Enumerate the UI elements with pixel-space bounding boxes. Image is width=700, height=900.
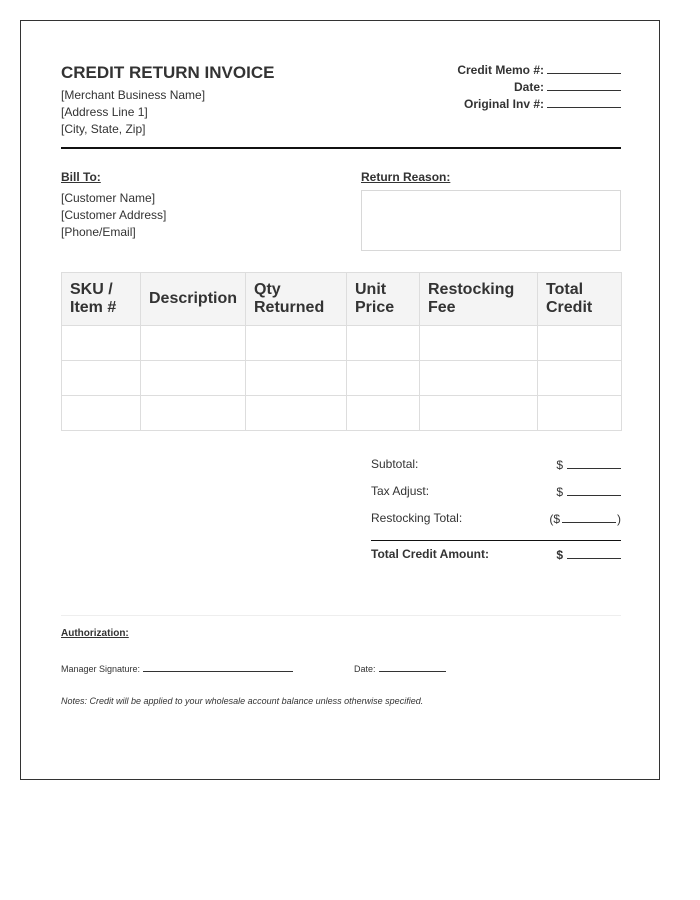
original-inv-label: Original Inv #: [463,97,544,111]
invoice-meta [457,62,621,113]
customer-address: [Customer Address] [61,208,167,222]
return-reason-section [361,170,621,251]
col-header-unit-price: Unit Price [347,273,420,326]
table-header-row [62,273,622,326]
table-cell[interactable] [246,361,347,396]
table-cell[interactable] [420,396,538,431]
col-header-total-credit: Total Credit [538,273,622,326]
table-cell[interactable] [420,326,538,361]
merchant-city: [City, State, Zip] [61,122,146,136]
merchant-name: [Merchant Business Name] [61,88,206,102]
tax-adjust-label: Tax Adjust: [371,484,430,498]
header-divider [61,147,621,149]
signature-label: Manager Signature: [61,664,141,674]
restocking-total-row [371,511,621,538]
currency-symbol: $ [556,548,563,562]
currency-symbol: $ [556,485,563,499]
table-cell[interactable] [141,396,246,431]
authorization-label: Authorization: [61,628,129,639]
items-table [61,272,622,431]
invoice-title: CREDIT RETURN INVOICE [61,63,275,82]
bill-to-label: Bill To: [61,170,101,184]
table-cell[interactable] [62,361,141,396]
credit-memo-row [457,62,621,79]
customer-contact: [Phone/Email] [61,225,136,239]
restocking-total-label: Restocking Total: [371,511,463,525]
merchant-address: [Address Line 1] [61,105,148,119]
manager-signature [61,662,293,674]
table-cell[interactable] [538,326,622,361]
total-credit-field[interactable] [567,547,621,559]
table-cell[interactable] [62,396,141,431]
original-inv-field[interactable] [547,96,621,108]
date-label: Date: [513,80,544,94]
tax-adjust-row [371,484,621,511]
table-cell[interactable] [246,326,347,361]
table-row [62,361,622,396]
signature-date-label: Date: [354,664,376,674]
col-header-description: Description [141,273,246,326]
total-credit-label: Total Credit Amount: [371,547,489,561]
table-cell[interactable] [246,396,347,431]
credit-memo-field[interactable] [547,62,621,74]
date-field[interactable] [547,79,621,91]
table-cell[interactable] [141,361,246,396]
table-row [62,396,622,431]
table-cell[interactable] [62,326,141,361]
totals-divider [371,540,621,541]
currency-symbol: $ [556,458,563,472]
table-cell[interactable] [538,396,622,431]
subtotal-row [371,457,621,484]
customer-name: [Customer Name] [61,191,156,205]
notes: Notes: Credit will be applied to your wholesale account balance unless otherwise specified. [61,696,424,706]
merchant-info [61,87,205,138]
total-credit-row [371,547,621,574]
subtotal-field[interactable] [567,457,621,469]
table-cell[interactable] [347,326,420,361]
totals-section [371,457,621,574]
signature-date [354,662,446,674]
restocking-total-field[interactable] [562,511,616,523]
paren-close: ) [617,512,621,526]
table-row [62,326,622,361]
table-cell[interactable] [538,361,622,396]
tax-adjust-field[interactable] [567,484,621,496]
invoice-page [20,20,660,780]
footer-divider [61,615,621,616]
date-row [457,79,621,96]
return-reason-label: Return Reason: [361,170,451,184]
table-cell[interactable] [347,396,420,431]
table-cell[interactable] [420,361,538,396]
return-reason-box[interactable] [361,190,621,251]
signature-field[interactable] [143,662,293,672]
credit-memo-label: Credit Memo #: [457,63,544,77]
col-header-sku: SKU / Item # [62,273,141,326]
table-cell[interactable] [347,361,420,396]
subtotal-label: Subtotal: [371,457,419,471]
signature-date-field[interactable] [379,662,446,672]
original-inv-row [457,96,621,113]
col-header-qty: Qty Returned [246,273,347,326]
col-header-restocking-fee: Restocking Fee [420,273,538,326]
paren-open: ($ [549,512,560,526]
bill-to-section [61,170,166,241]
table-cell[interactable] [141,326,246,361]
